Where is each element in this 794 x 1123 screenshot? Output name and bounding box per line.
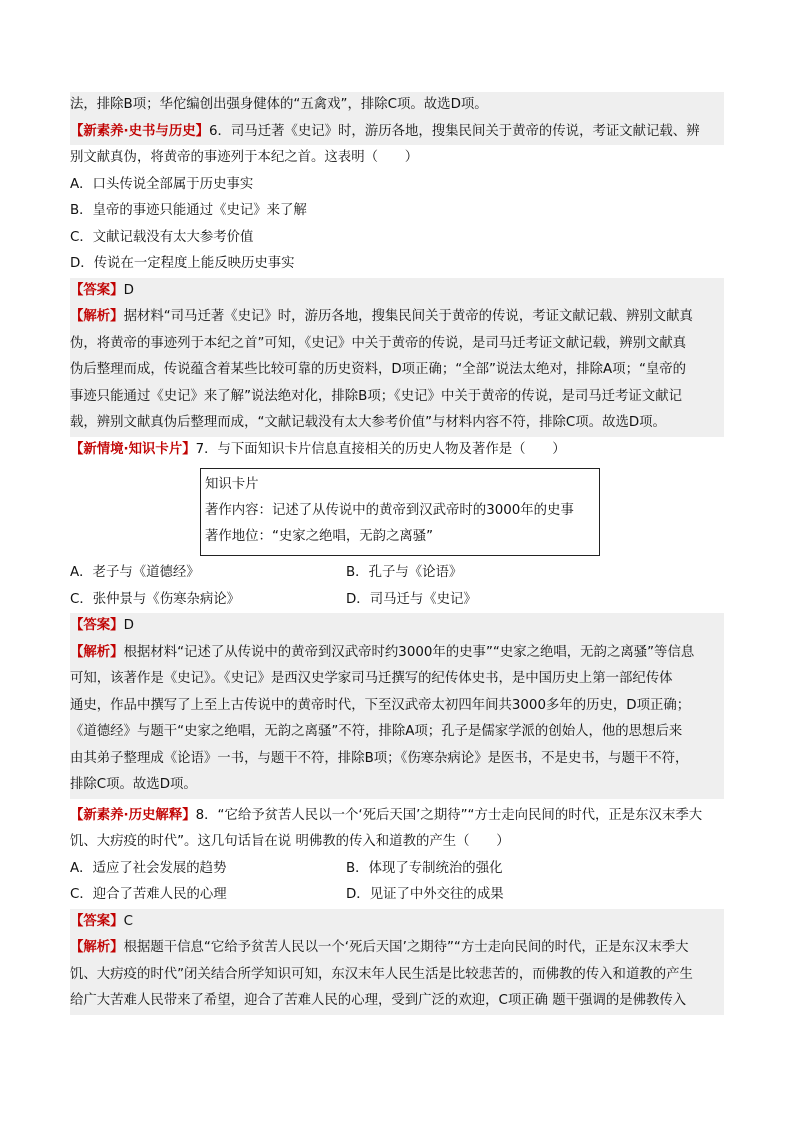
question-7-option-b: B．孔子与《论语》 (346, 565, 463, 580)
question-6-stem-line-2: 别文献真伪，将黄帝的事迹列于本纪之首。这表明（ ） (70, 150, 419, 165)
question-7-answer (70, 613, 724, 640)
question-6-option-d: D．传说在一定程度上能反映历史事实 (70, 256, 295, 271)
answer-value: D (123, 282, 134, 298)
question-7-analysis-line-6: 排除C项。故选D项。 (70, 772, 724, 799)
answer-label: 【答案】 (70, 913, 124, 929)
question-7-options-row-1 (70, 560, 724, 587)
analysis-label: 【解析】 (70, 644, 124, 660)
question-6-answer (70, 278, 724, 305)
answer-value: D (123, 618, 134, 633)
document-page (70, 92, 724, 1015)
question-8-option-a: A．适应了社会发展的趋势 (70, 860, 227, 876)
question-7-analysis-line-2: 可知，该著作是《史记》。《史记》是西汉史学家司马迁撰写的纪传体史书，是中国历史上第一部纪传体 (70, 666, 724, 693)
question-7-stem: 【新情境·知识卡片】7．与下面知识卡片信息直接相关的历史人物及著作是（ ） (70, 441, 566, 457)
question-8-options-row-1 (70, 856, 724, 883)
question-6-option-a: A．口头传说全部属于历史事实 (70, 176, 254, 192)
knowledge-card-title: 知识卡片 (205, 477, 259, 492)
knowledge-card (200, 468, 600, 556)
question-8-options-row-2 (70, 882, 724, 909)
knowledge-card-status: 著作地位：“史家之绝唱，无韵之离骚” (205, 529, 434, 544)
question-6-analysis-line-1: 【解析】据材料“司马迁著《史记》时，游历各地，搜集民间关于黄帝的传说，考证文献记载、辨别文献真 (70, 304, 724, 331)
question-8 (70, 803, 724, 1015)
question-6-analysis-line-3: 伪后整理而成，传说蕴含着某些比较可靠的历史资料，D项正确；“全部”说法太绝对，排除A项；“皇帝的 (70, 357, 724, 384)
answer-label: 【答案】 (70, 282, 124, 298)
question-8-stem-line-1: 【新素养·历史解释】8．“它给予贫苦人民以一个‘死后天国’之期待”“方士走向民间的时代，正是东汉末季大 (70, 807, 703, 823)
question-6-analysis-line-4: 事迹只能通过《史记》来了解”说法绝对化，排除B项；《史记》中关于黄帝的传说，是司马迁考证文献记 (70, 384, 724, 411)
answer-value: C (123, 913, 133, 929)
question-7-options-row-2 (70, 587, 724, 614)
question-7-analysis-line-1: 【解析】根据材料“记述了从传说中的黄帝到汉武帝时约3000年的史事”“史家之绝唱，无韵之离骚”等信息 (70, 640, 724, 667)
question-7-option-d: D．司马迁与《史记》 (346, 591, 477, 607)
question-6 (70, 119, 724, 437)
question-6-analysis-line-5: 载，辨别文献真伪后整理而成，“文献记载没有太大参考价值”与材料内容不符，排除C项。故选D项。 (70, 410, 724, 437)
continued-analysis-line: 法，排除B项；华佗编创出强身健体的“五禽戏”，排除C项。故选D项。 (70, 92, 724, 119)
question-8-stem-line-2: 饥、大疠疫的时代”。这几句话旨在说 明佛教的传入和道教的产生（ ） (70, 834, 510, 849)
question-6-tag: 【新素养·史书与历史】 (70, 123, 209, 139)
question-6-option-b: B．皇帝的事迹只能通过《史记》来了解 (70, 203, 307, 218)
question-8-analysis-line-1: 【解析】根据题干信息“它给予贫苦人民以一个‘死后天国’之期待”“方士走向民间的时代，正是东汉末季大 (70, 935, 724, 962)
question-6-analysis-line-2: 伪，将黄帝的事迹列于本纪之首”可知，《史记》中关于黄帝的传说，是司马迁考证文献记载，辨别文献真 (70, 331, 724, 358)
question-8-option-c: C．迎合了苦难人民的心理 (70, 887, 227, 902)
question-6-stem-line-1: 【新素养·史书与历史】6．司马迁著《史记》时，游历各地，搜集民间关于黄帝的传说，考证文献记载、辨 (70, 119, 724, 146)
question-8-answer (70, 909, 724, 936)
knowledge-card-content: 著作内容：记述了从传说中的黄帝到汉武帝时的3000年的史事 (205, 503, 574, 518)
question-7-option-a: A．老子与《道德经》 (70, 565, 200, 580)
analysis-label: 【解析】 (70, 309, 124, 324)
question-6-option-c: C．文献记载没有太大参考价值 (70, 229, 254, 245)
question-7-analysis-line-4: 《道德经》与题干“史家之绝唱，无韵之离骚”不符，排除A项；孔子是儒家学派的创始人，他的思想后来 (70, 719, 724, 746)
question-8-option-b: B．体现了专制统治的强化 (346, 860, 503, 876)
question-7-option-c: C．张仲景与《伤寒杂病论》 (70, 591, 241, 607)
analysis-label: 【解析】 (70, 940, 124, 955)
question-8-option-d: D．见证了中外交往的成果 (346, 887, 504, 902)
answer-label: 【答案】 (70, 618, 124, 633)
question-7-tag: 【新情境·知识卡片】 (70, 441, 196, 457)
question-8-tag: 【新素养·历史解释】 (70, 807, 196, 823)
question-7-analysis-line-3: 通史，作品中撰写了上至上古传说中的黄帝时代，下至汉武帝太初四年间共3000多年的历史，D项正确； (70, 693, 724, 720)
question-7 (70, 437, 724, 799)
question-8-analysis-line-3: 给广大苦难人民带来了希望，迎合了苦难人民的心理，受到广泛的欢迎，C项正确 题干强调的是佛教传入 (70, 988, 724, 1015)
question-7-analysis-line-5: 由其弟子整理成《论语》一书，与题干不符，排除B项；《伤寒杂病论》是医书，不是史书，与题干不符， (70, 746, 724, 773)
question-8-analysis-line-2: 饥、大疠疫的时代”闭关结合所学知识可知，东汉末年人民生活是比较悲苦的，而佛教的传入和道教的产生 (70, 962, 724, 989)
